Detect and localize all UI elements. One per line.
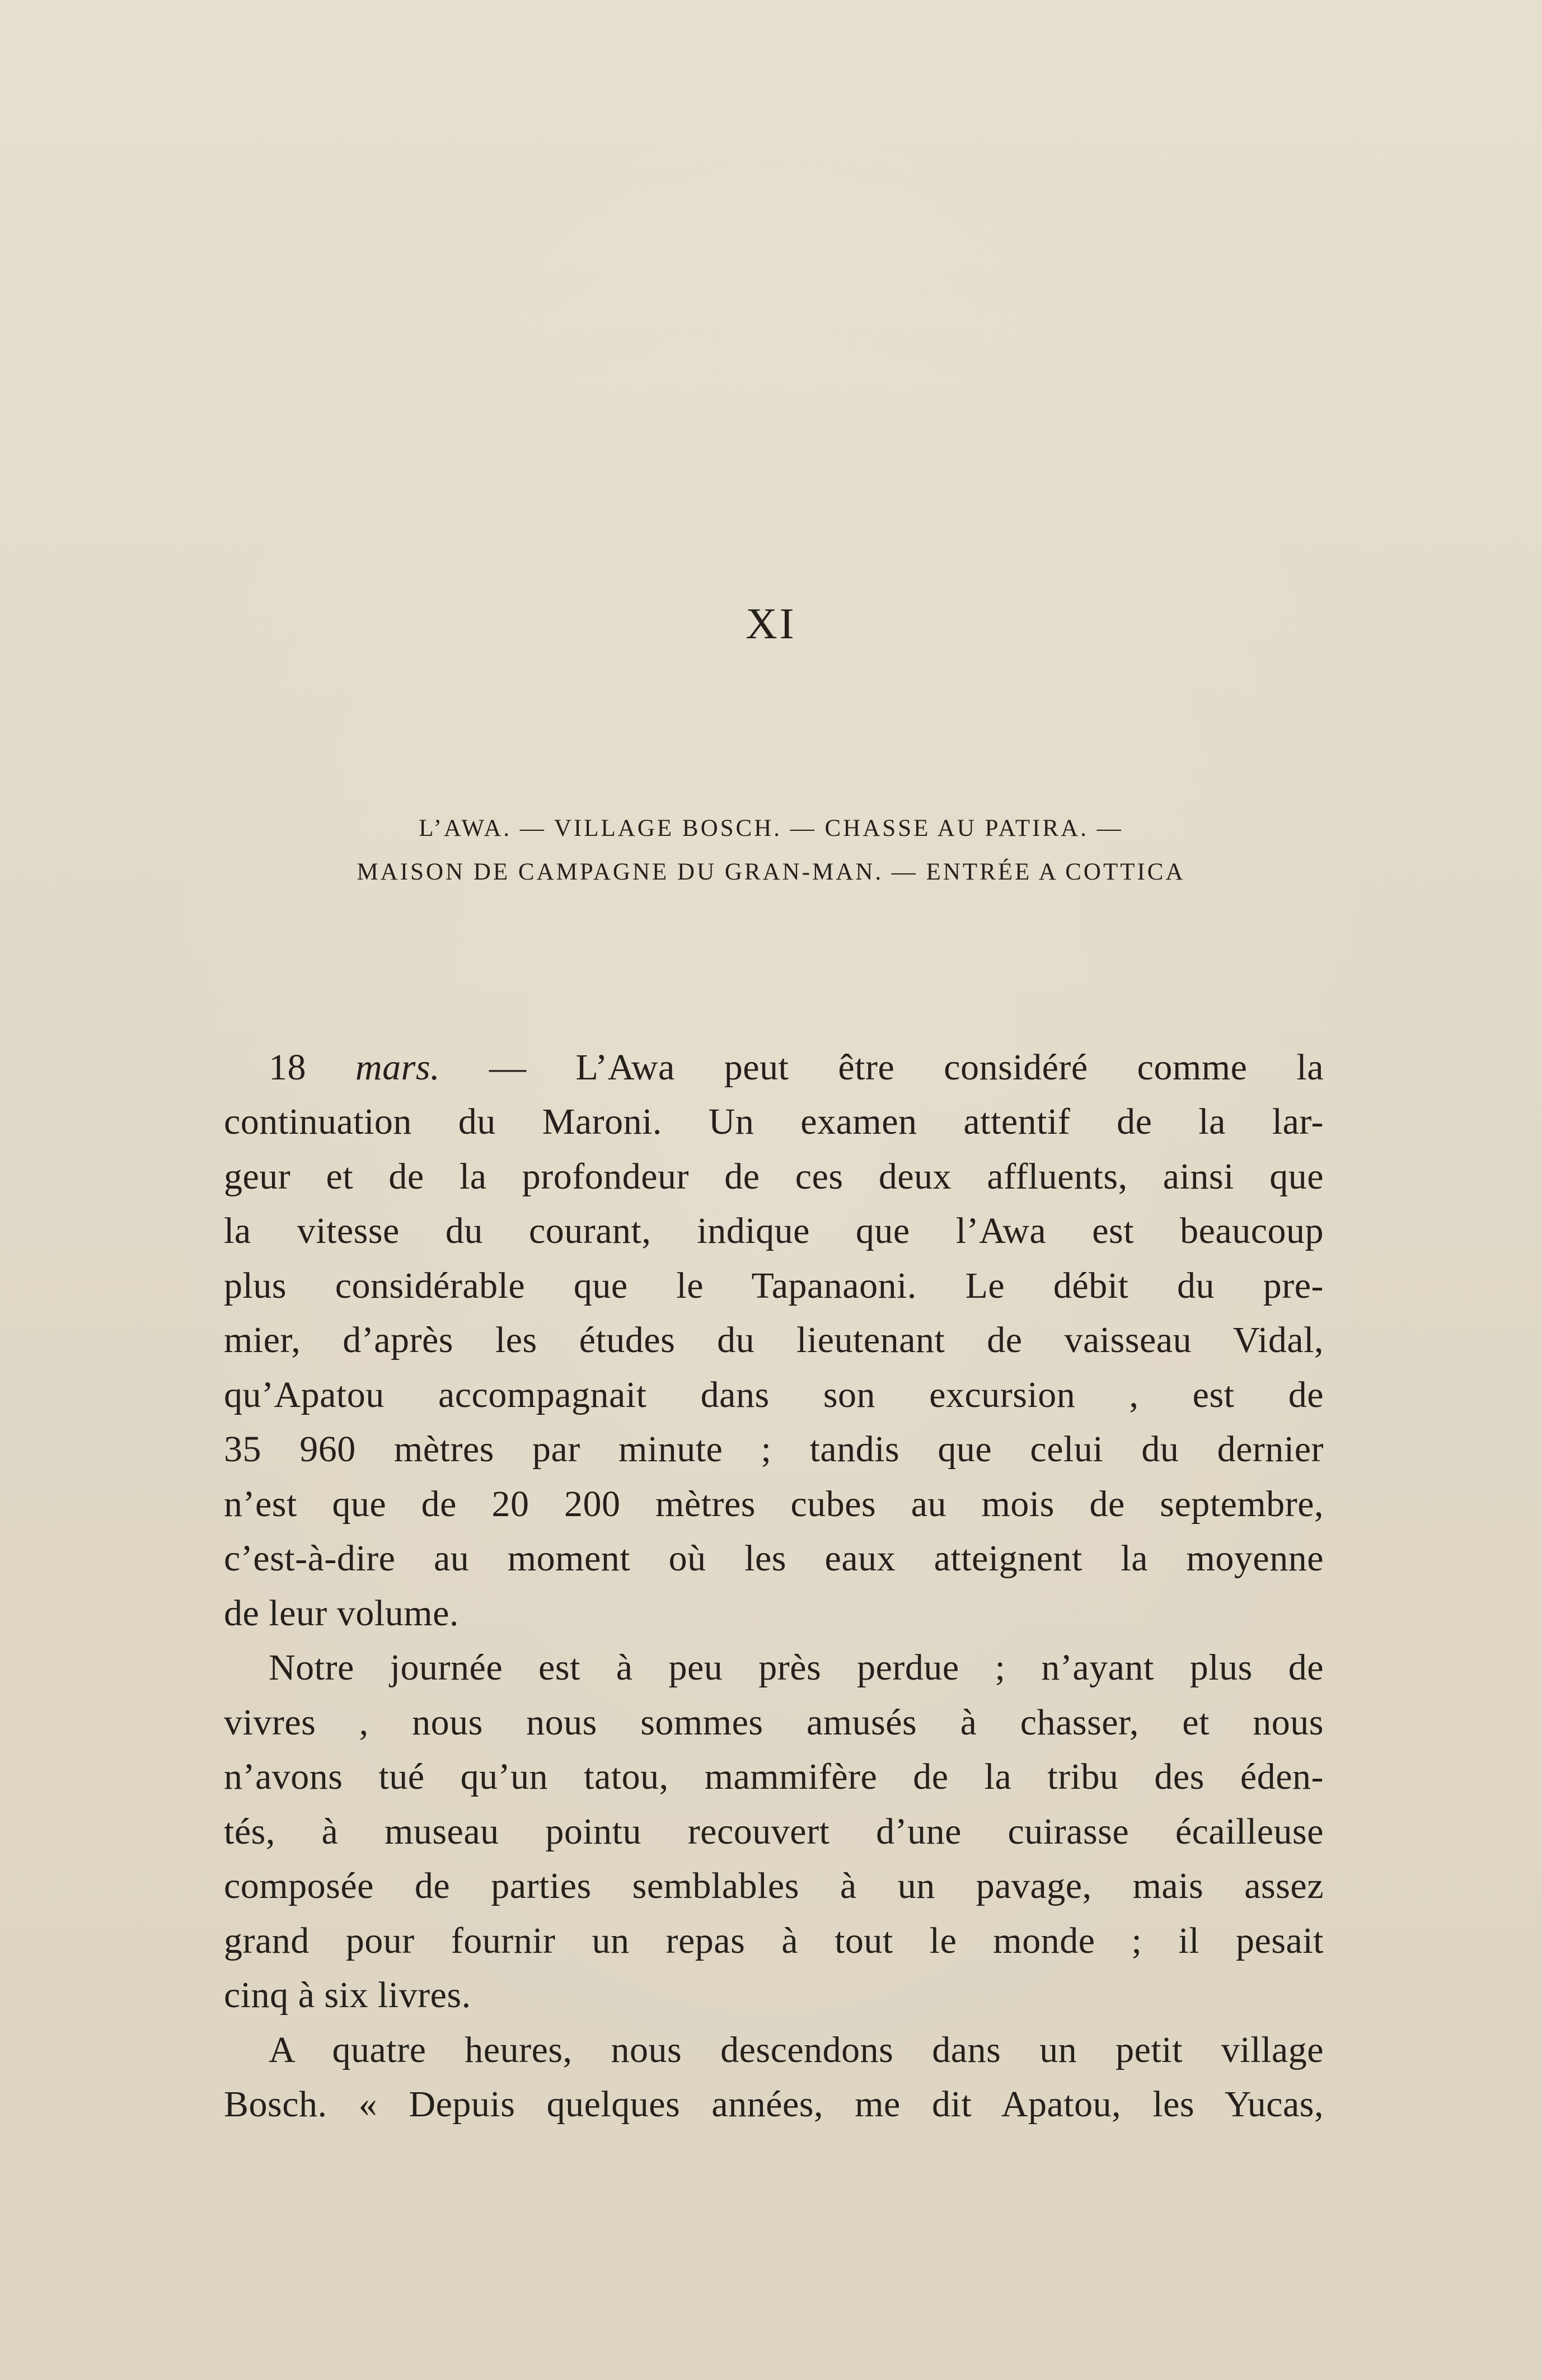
text-line: tés, à museau pointu recouvert d’une cuirasse écailleuse: [224, 1811, 1324, 1852]
date-month: mars.: [355, 1047, 440, 1088]
text-line: continuation du Maroni. Un examen attentif de la lar-: [224, 1101, 1324, 1142]
text-line: vivres , nous nous sommes amusés à chasser, et nous: [224, 1702, 1324, 1743]
chapter-summary-line: L’AWA. — VILLAGE BOSCH. — CHASSE AU PATIRA. —: [419, 815, 1123, 841]
text-line: [269, 1049, 1324, 1086]
text-line: grand pour fournir un repas à tout le monde ; il pesait: [224, 1920, 1324, 1961]
text-line: plus considérable que le Tapanaoni. Le débit du pre-: [224, 1265, 1324, 1306]
text-line: de leur volume.: [224, 1593, 459, 1634]
text-line: 35 960 mètres par minute ; tandis que celui du dernier: [224, 1429, 1324, 1470]
text-line: mier, d’après les études du lieutenant de vaisseau Vidal,: [224, 1320, 1324, 1360]
date-day: 18: [269, 1047, 306, 1088]
text-line: la vitesse du courant, indique que l’Awa est beaucoup: [224, 1210, 1324, 1251]
text-line-rest: — L’Awa peut être considéré comme la: [489, 1047, 1324, 1088]
text-line: n’est que de 20 200 mètres cubes au mois de septembre,: [224, 1484, 1324, 1525]
text-line: A quatre heures, nous descendons dans un petit village: [269, 2030, 1324, 2070]
text-line: n’avons tué qu’un tatou, mammifère de la tribu des éden-: [224, 1756, 1324, 1797]
text-line: geur et de la profondeur de ces deux affluents, ainsi que: [224, 1156, 1324, 1197]
chapter-number: XI: [746, 599, 796, 648]
text-line: composée de parties semblables à un pavage, mais assez: [224, 1865, 1324, 1906]
text-line: cinq à six livres.: [224, 1975, 471, 2016]
chapter-summary-line: MAISON DE CAMPAGNE DU GRAN-MAN. — ENTRÉE A COTTICA: [357, 859, 1185, 885]
text-line: Bosch. « Depuis quelques années, me dit Apatou, les Yucas,: [224, 2084, 1324, 2125]
text-line: c’est-à-dire au moment où les eaux atteignent la moyenne: [224, 1538, 1324, 1579]
text-line: qu’Apatou accompagnait dans son excursion , est de: [224, 1374, 1324, 1415]
text-line: Notre journée est à peu près perdue ; n’ayant plus de: [269, 1647, 1324, 1688]
